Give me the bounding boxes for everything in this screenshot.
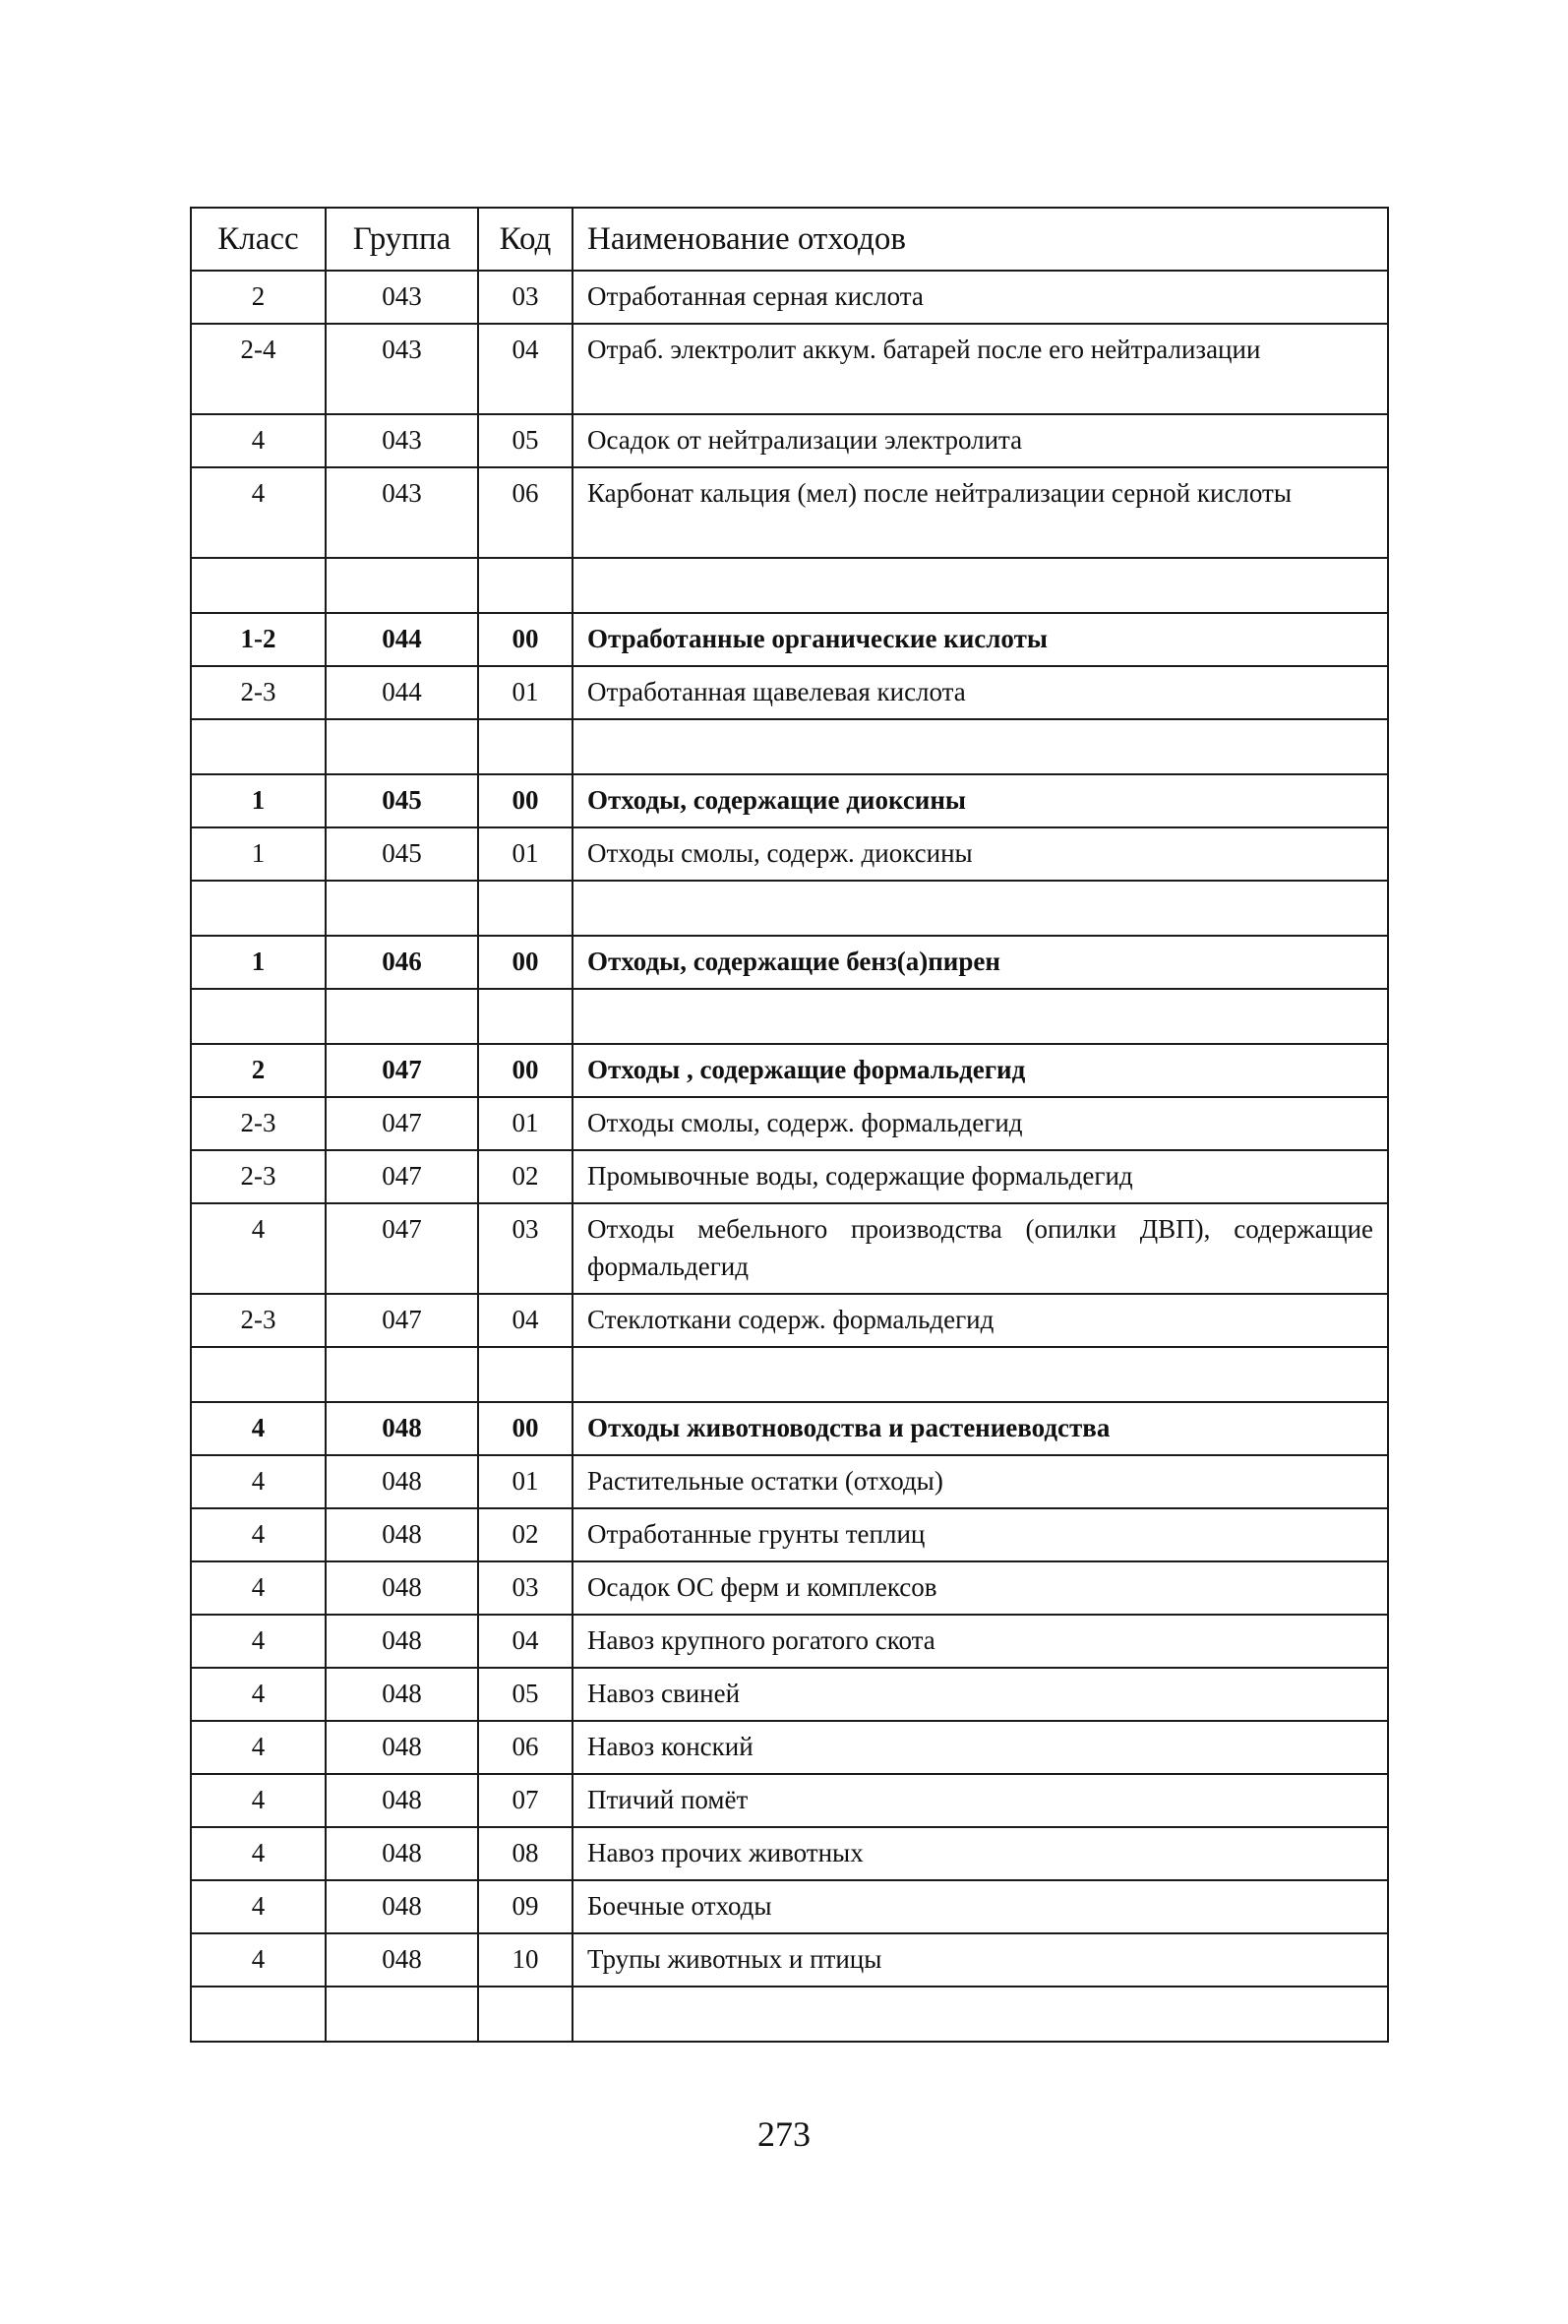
cell-group: 047 [326, 1097, 478, 1150]
cell-group: 047 [326, 1150, 478, 1203]
table-row [191, 1615, 1388, 1668]
cell-name: Отработанная серная кислота [573, 271, 1388, 324]
cell-code: 00 [478, 936, 573, 989]
cell-code: 01 [478, 1097, 573, 1150]
header-class: Класс [191, 208, 326, 271]
table-row [191, 1668, 1388, 1721]
cell-name: Трупы животных и птицы [573, 1933, 1388, 1987]
cell-class: 1 [191, 936, 326, 989]
cell-name: Стеклоткани содерж. формальдегид [573, 1294, 1388, 1347]
cell-code: 03 [478, 1561, 573, 1615]
cell-code: 03 [478, 1203, 573, 1294]
header-code: Код [478, 208, 573, 271]
cell-class: 2-3 [191, 1294, 326, 1347]
cell-name: Навоз свиней [573, 1668, 1388, 1721]
table-row [191, 414, 1388, 467]
table-row [191, 1455, 1388, 1508]
cell-class: 4 [191, 414, 326, 467]
cell-class: 4 [191, 1203, 326, 1294]
waste-classification-table [190, 207, 1389, 2043]
cell-class: 2 [191, 271, 326, 324]
table-row [191, 1508, 1388, 1561]
cell-class: 1-2 [191, 613, 326, 666]
table-row-empty [191, 881, 1388, 936]
cell-name: Отходы , содержащие формальдегид [573, 1044, 1388, 1097]
cell-group: 048 [326, 1615, 478, 1668]
cell-group: 045 [326, 774, 478, 827]
cell-name: Отходы, содержащие бенз(а)пирен [573, 936, 1388, 989]
cell-group: 043 [326, 271, 478, 324]
table-row-group-heading [191, 613, 1388, 666]
cell-class: 1 [191, 827, 326, 881]
cell-name: Отработанная щавелевая кислота [573, 666, 1388, 719]
table-header-row [191, 208, 1388, 271]
cell-code: 04 [478, 1294, 573, 1347]
cell-code: 01 [478, 1455, 573, 1508]
cell-class: 2-3 [191, 1150, 326, 1203]
cell-code: 04 [478, 324, 573, 414]
table-row [191, 467, 1388, 558]
cell-code: 10 [478, 1933, 573, 1987]
cell-group [326, 989, 478, 1044]
cell-group: 046 [326, 936, 478, 989]
cell-class: 4 [191, 1402, 326, 1455]
cell-name: Отходы мебельного производства (опилки ДВП), содержащие формальдегид [573, 1203, 1388, 1294]
cell-code [478, 989, 573, 1044]
cell-group: 048 [326, 1668, 478, 1721]
cell-class: 1 [191, 774, 326, 827]
cell-group: 047 [326, 1044, 478, 1097]
cell-name: Отходы смолы, содерж. диоксины [573, 827, 1388, 881]
table-row-empty [191, 989, 1388, 1044]
cell-name [573, 719, 1388, 774]
cell-class: 2-3 [191, 1097, 326, 1150]
cell-group [326, 1987, 478, 2042]
table-row [191, 1150, 1388, 1203]
cell-class: 2 [191, 1044, 326, 1097]
header-group: Группа [326, 208, 478, 271]
cell-code [478, 719, 573, 774]
cell-name: Навоз конский [573, 1721, 1388, 1774]
cell-name [573, 1347, 1388, 1402]
cell-name [573, 558, 1388, 613]
table-row-group-heading [191, 1402, 1388, 1455]
header-name: Наименование отходов [573, 208, 1388, 271]
cell-code: 07 [478, 1774, 573, 1827]
cell-name: Карбонат кальция (мел) после нейтрализации серной кислоты [573, 467, 1388, 558]
table-row [191, 827, 1388, 881]
cell-group: 043 [326, 414, 478, 467]
cell-name: Отходы животноводства и растениеводства [573, 1402, 1388, 1455]
cell-group: 048 [326, 1774, 478, 1827]
cell-code: 02 [478, 1508, 573, 1561]
cell-class: 4 [191, 1561, 326, 1615]
cell-name: Осадок ОС ферм и комплексов [573, 1561, 1388, 1615]
cell-name [573, 1987, 1388, 2042]
cell-class: 4 [191, 1880, 326, 1933]
table-row [191, 1203, 1388, 1294]
cell-class [191, 989, 326, 1044]
cell-class [191, 1987, 326, 2042]
cell-class: 4 [191, 1933, 326, 1987]
table-row [191, 1097, 1388, 1150]
cell-class [191, 719, 326, 774]
cell-group: 048 [326, 1561, 478, 1615]
table-row-empty [191, 1987, 1388, 2042]
cell-name: Растительные остатки (отходы) [573, 1455, 1388, 1508]
table-row [191, 666, 1388, 719]
cell-group [326, 1347, 478, 1402]
table-row [191, 324, 1388, 414]
table-row [191, 271, 1388, 324]
cell-group [326, 558, 478, 613]
cell-class [191, 881, 326, 936]
table-row [191, 1294, 1388, 1347]
table-row-empty [191, 719, 1388, 774]
table-row-group-heading [191, 1044, 1388, 1097]
cell-name: Птичий помёт [573, 1774, 1388, 1827]
cell-group: 048 [326, 1933, 478, 1987]
cell-group: 044 [326, 666, 478, 719]
cell-code: 00 [478, 1044, 573, 1097]
cell-name: Отходы, содержащие диоксины [573, 774, 1388, 827]
cell-class: 4 [191, 1827, 326, 1880]
cell-name: Отраб. электролит аккум. батарей после его нейтрализации [573, 324, 1388, 414]
cell-class: 4 [191, 467, 326, 558]
cell-code: 05 [478, 414, 573, 467]
cell-group: 048 [326, 1455, 478, 1508]
cell-name: Осадок от нейтрализации электролита [573, 414, 1388, 467]
cell-class: 4 [191, 1615, 326, 1668]
page-number: 273 [757, 2114, 811, 2154]
cell-class: 2-4 [191, 324, 326, 414]
cell-name: Навоз крупного рогатого скота [573, 1615, 1388, 1668]
cell-group: 043 [326, 324, 478, 414]
cell-code [478, 1987, 573, 2042]
cell-class: 4 [191, 1774, 326, 1827]
cell-code: 09 [478, 1880, 573, 1933]
cell-class: 4 [191, 1455, 326, 1508]
cell-group: 044 [326, 613, 478, 666]
cell-name: Отходы смолы, содерж. формальдегид [573, 1097, 1388, 1150]
table-row [191, 1721, 1388, 1774]
table-row-empty [191, 558, 1388, 613]
cell-group: 047 [326, 1294, 478, 1347]
table-row-empty [191, 1347, 1388, 1402]
cell-class: 2-3 [191, 666, 326, 719]
cell-name: Отработанные грунты теплиц [573, 1508, 1388, 1561]
cell-class: 4 [191, 1668, 326, 1721]
cell-name: Боечные отходы [573, 1880, 1388, 1933]
table-row-group-heading [191, 774, 1388, 827]
cell-name: Навоз прочих животных [573, 1827, 1388, 1880]
cell-group: 045 [326, 827, 478, 881]
cell-code [478, 881, 573, 936]
cell-code: 06 [478, 467, 573, 558]
cell-group: 048 [326, 1508, 478, 1561]
cell-code: 00 [478, 1402, 573, 1455]
cell-class [191, 558, 326, 613]
table-row [191, 1933, 1388, 1987]
cell-code: 08 [478, 1827, 573, 1880]
cell-group: 048 [326, 1827, 478, 1880]
cell-class: 4 [191, 1508, 326, 1561]
cell-code [478, 1347, 573, 1402]
cell-code: 01 [478, 827, 573, 881]
table-row [191, 1827, 1388, 1880]
cell-group: 043 [326, 467, 478, 558]
cell-name [573, 989, 1388, 1044]
cell-name [573, 881, 1388, 936]
cell-group: 048 [326, 1721, 478, 1774]
cell-code: 02 [478, 1150, 573, 1203]
cell-class [191, 1347, 326, 1402]
table-row [191, 1774, 1388, 1827]
cell-code: 01 [478, 666, 573, 719]
cell-code: 03 [478, 271, 573, 324]
cell-code: 06 [478, 1721, 573, 1774]
cell-class: 4 [191, 1721, 326, 1774]
cell-name: Отработанные органические кислоты [573, 613, 1388, 666]
cell-code: 04 [478, 1615, 573, 1668]
cell-group [326, 719, 478, 774]
cell-group [326, 881, 478, 936]
cell-group: 048 [326, 1880, 478, 1933]
table-row [191, 1561, 1388, 1615]
cell-code: 00 [478, 613, 573, 666]
cell-name: Промывочные воды, содержащие формальдегид [573, 1150, 1388, 1203]
cell-code [478, 558, 573, 613]
table-row [191, 1880, 1388, 1933]
cell-group: 048 [326, 1402, 478, 1455]
cell-code: 05 [478, 1668, 573, 1721]
cell-group: 047 [326, 1203, 478, 1294]
table-row-group-heading [191, 936, 1388, 989]
cell-code: 00 [478, 774, 573, 827]
